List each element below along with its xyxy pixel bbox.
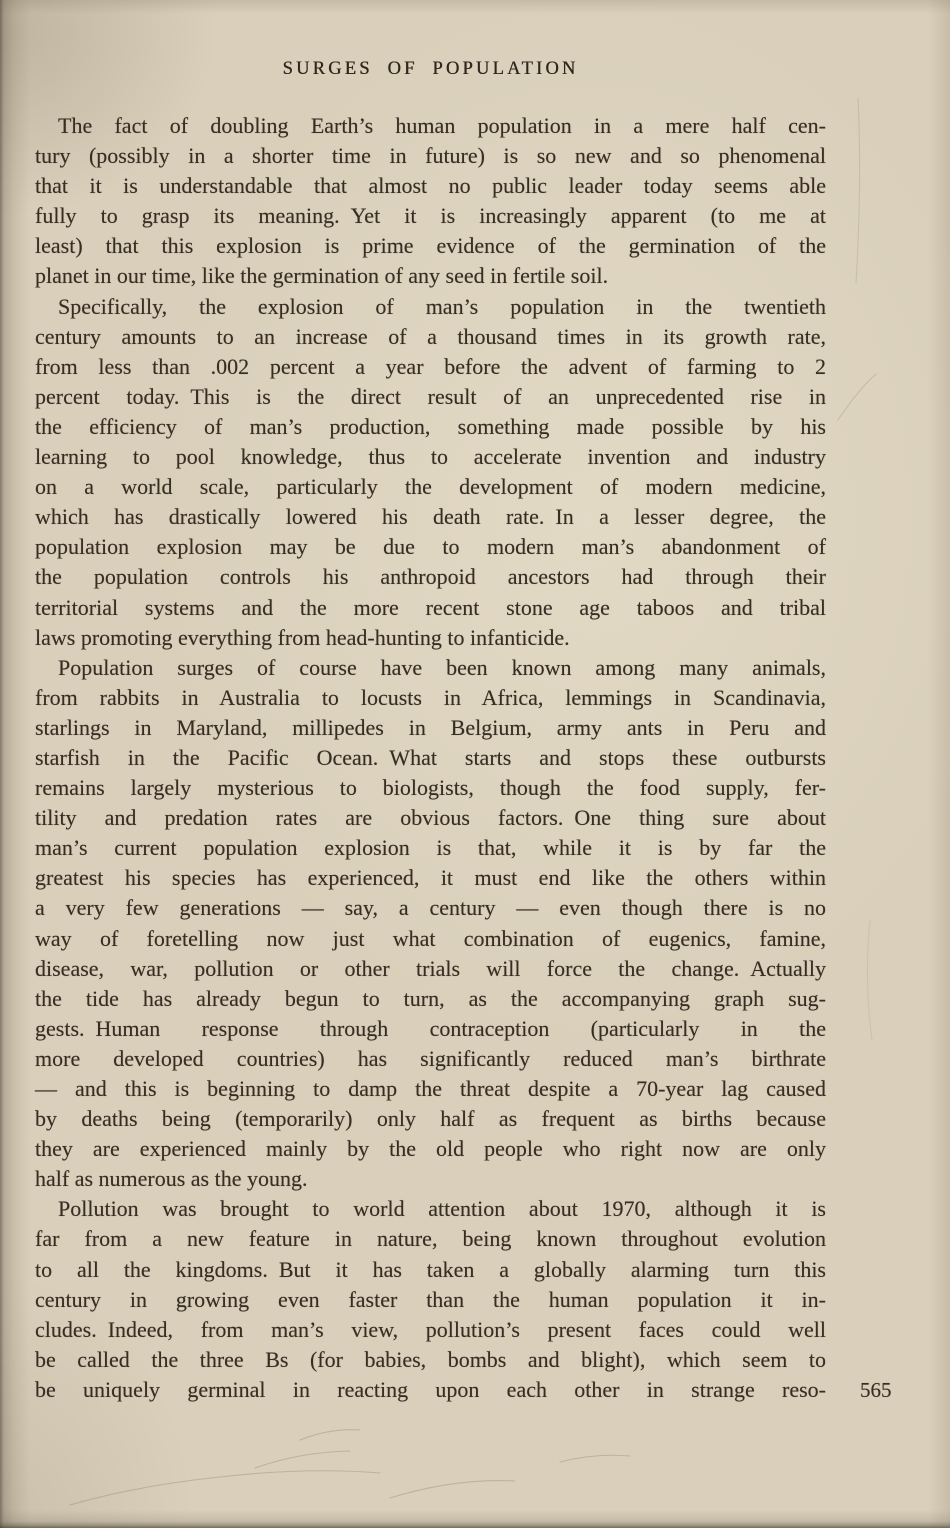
crease-mark bbox=[838, 374, 876, 420]
text-line: tury (possibly in a shorter time in future) is so new and so phenomenal bbox=[35, 143, 826, 169]
page-header: SURGES OF POPULATION bbox=[282, 59, 579, 79]
text-line: starfish in the Pacific Ocean. What starts and stops these outbursts bbox=[35, 744, 826, 770]
page-number: 565 bbox=[860, 1378, 892, 1402]
text-line: least) that this explosion is prime evidence of the germination of the bbox=[35, 233, 826, 259]
text-line: century in growing even faster than the human population it in- bbox=[35, 1286, 826, 1312]
text-line: which has drastically lowered his death rate. In a lesser degree, the bbox=[35, 504, 826, 530]
text-line: by deaths being (temporarily) only half as frequent as births because bbox=[35, 1106, 826, 1132]
text-line: laws promoting everything from head-hunting to infanticide. bbox=[35, 624, 570, 650]
text-line: fully to grasp its meaning. Yet it is increasingly apparent (to me at bbox=[35, 203, 826, 229]
scratch-mark bbox=[255, 1451, 350, 1468]
text-line: territorial systems and the more recent stone age taboos and tribal bbox=[35, 594, 826, 620]
scratch-mark bbox=[300, 1430, 360, 1440]
text-line: on a world scale, particularly the development of modern medicine, bbox=[35, 474, 826, 500]
text-line: starlings in Maryland, millipedes in Belgium, army ants in Peru and bbox=[35, 714, 826, 740]
text-line: the population controls his anthropoid ancestors had through their bbox=[35, 564, 826, 590]
text-line: century amounts to an increase of a thousand times in its growth rate, bbox=[35, 323, 826, 349]
text-line: Population surges of course have been known among many animals, bbox=[58, 654, 826, 680]
text-line: man’s current population explosion is that, while it is by far the bbox=[35, 835, 826, 861]
text-line: be called the three Bs (for babies, bombs and blight), which seem to bbox=[35, 1346, 826, 1372]
scratch-mark bbox=[560, 1455, 630, 1462]
text-line: they are experienced mainly by the old people who right now are only bbox=[35, 1136, 826, 1162]
text-line: half as numerous as the young. bbox=[35, 1166, 308, 1192]
text-block bbox=[35, 111, 826, 1405]
text-line: from less than .002 percent a year before the advent of farming to 2 bbox=[35, 353, 826, 379]
text-line: from rabbits in Australia to locusts in Africa, lemmings in Scandinavia, bbox=[35, 684, 826, 710]
text-line: tility and predation rates are obvious factors. One thing sure about bbox=[35, 805, 826, 831]
text-line: a very few generations — say, a century — even though there is no bbox=[35, 895, 826, 921]
text-line: disease, war, pollution or other trials will force the change. Actually bbox=[35, 955, 826, 981]
text-line: greatest his species has experienced, it must end like the others within bbox=[35, 865, 826, 891]
text-line: remains largely mysterious to biologists, though the food supply, fer- bbox=[35, 775, 826, 801]
scratch-mark bbox=[390, 1481, 515, 1498]
text-line: planet in our time, like the germination of any seed in fertile soil. bbox=[35, 263, 609, 289]
crease-mark bbox=[856, 98, 860, 283]
text-line: far from a new feature in nature, being known throughout evolution bbox=[35, 1226, 826, 1252]
text-line: gests. Human response through contraception (particularly in the bbox=[35, 1015, 826, 1041]
scratch-mark bbox=[70, 1471, 380, 1505]
text-line: the efficiency of man’s production, something made possible by his bbox=[35, 413, 826, 439]
crease-mark bbox=[867, 920, 872, 1040]
text-line: The fact of doubling Earth’s human population in a mere half cen- bbox=[58, 113, 826, 138]
text-line: Pollution was brought to world attention about 1970, although it is bbox=[58, 1196, 826, 1222]
text-line: cludes. Indeed, from man’s view, pollution’s present faces could well bbox=[35, 1316, 826, 1342]
text-line: to all the kingdoms. But it has taken a globally alarming turn this bbox=[35, 1256, 826, 1282]
text-line: learning to pool knowledge, thus to accelerate invention and industry bbox=[35, 444, 826, 470]
text-line: Specifically, the explosion of man’s population in the twentieth bbox=[58, 293, 826, 319]
text-line: more developed countries) has significantly reduced man’s birthrate bbox=[35, 1045, 826, 1071]
text-line: — and this is beginning to damp the threat despite a 70-year lag caused bbox=[35, 1076, 826, 1101]
text-line: that it is understandable that almost no public leader today seems able bbox=[35, 173, 826, 199]
text-line: population explosion may be due to modern man’s abandonment of bbox=[35, 534, 826, 560]
text-line: way of foretelling now just what combination of eugenics, famine, bbox=[35, 925, 826, 951]
text-line: the tide has already begun to turn, as the accompanying graph sug- bbox=[35, 985, 826, 1011]
text-line: percent today. This is the direct result of an unprecedented rise in bbox=[35, 383, 826, 409]
text-line: be uniquely germinal in reacting upon each other in strange reso- bbox=[35, 1376, 826, 1402]
